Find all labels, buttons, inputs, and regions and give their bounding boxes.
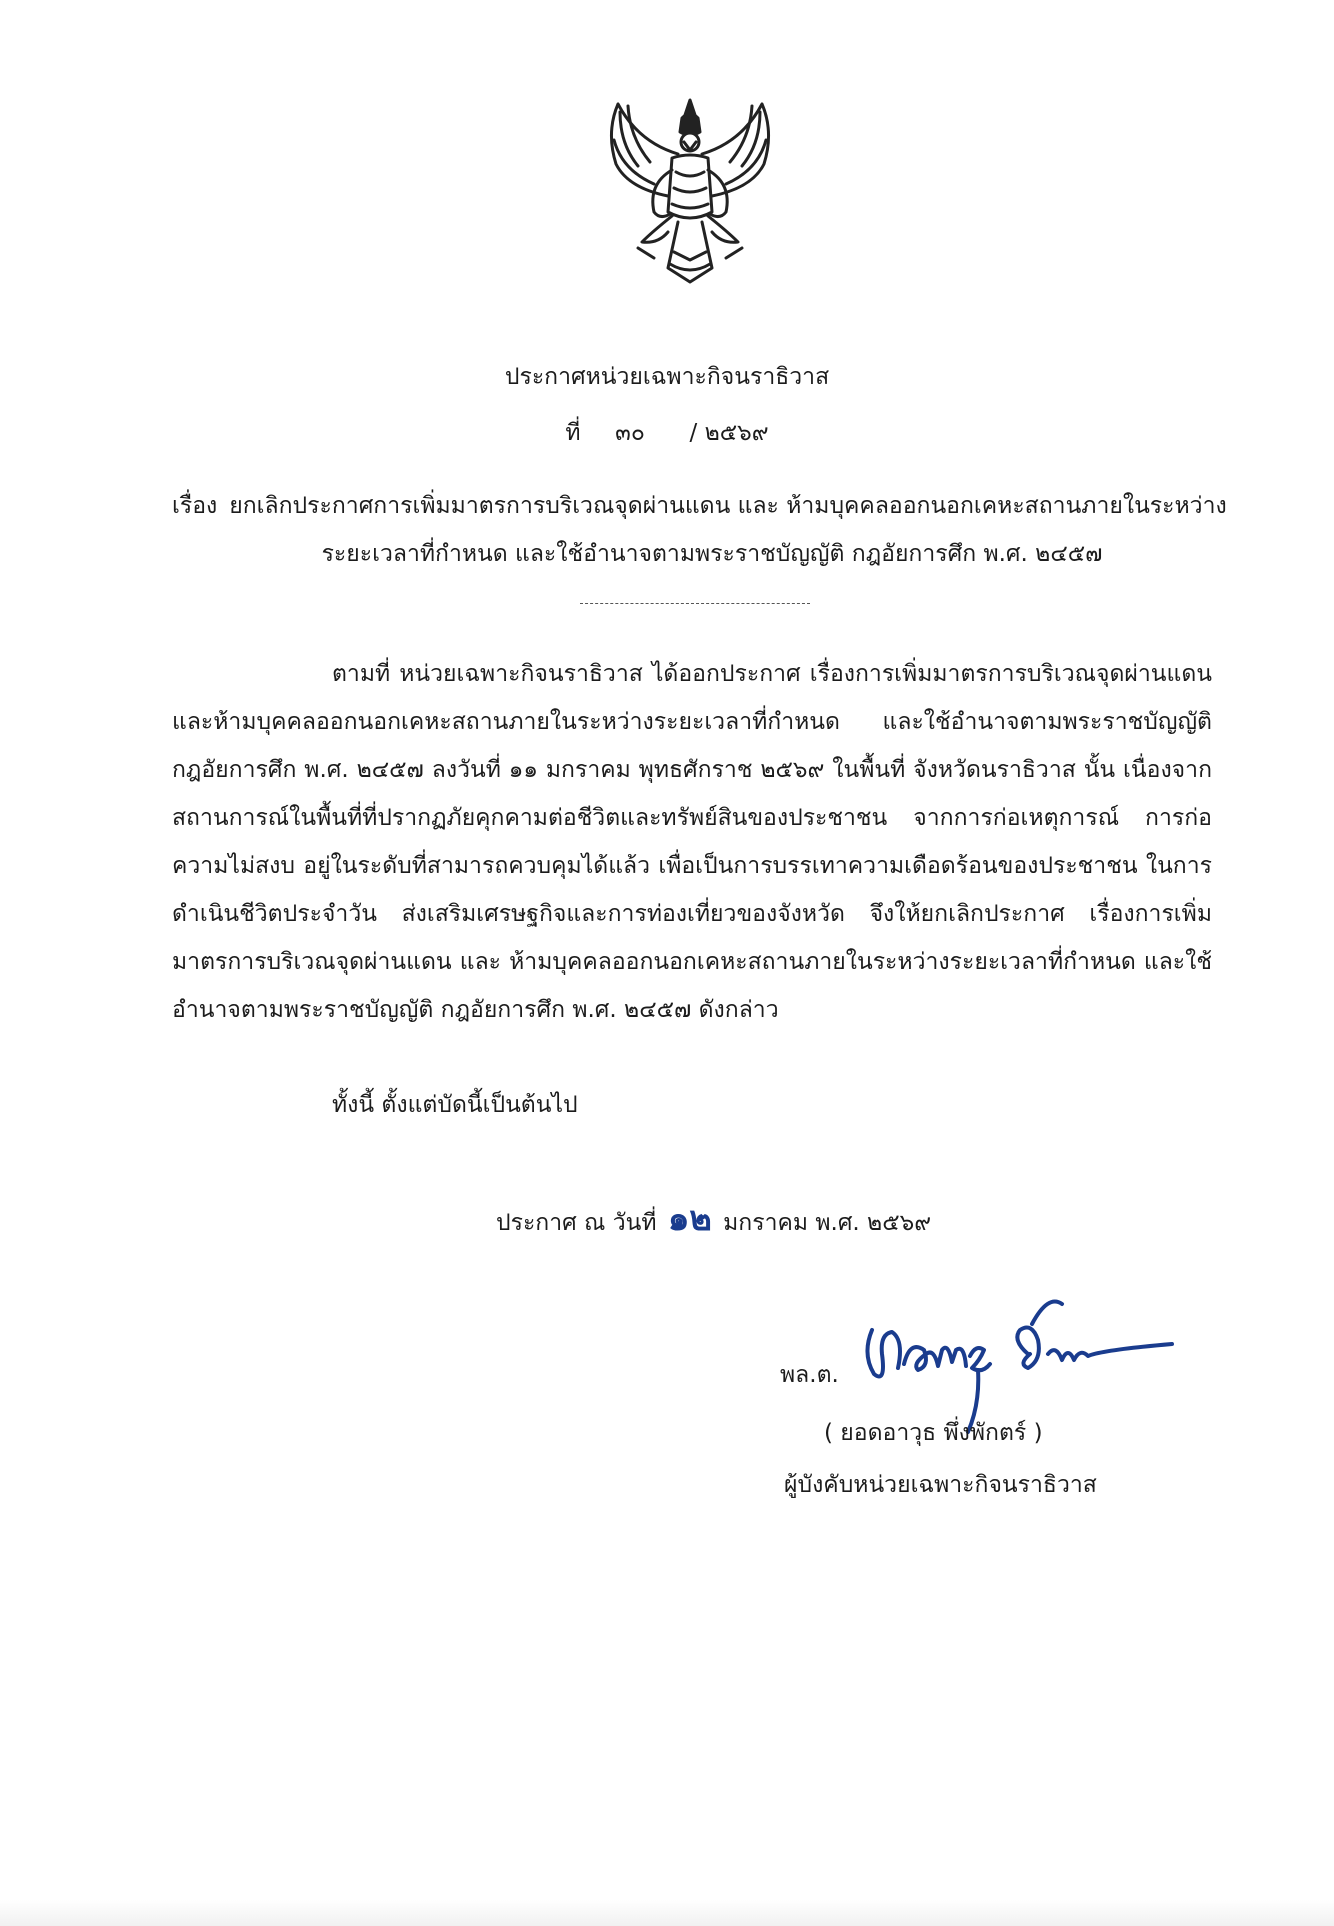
body-line: ดำเนินชีวิตประจำวัน ส่งเสริมเศรษฐกิจและการท่องเที่ยวของจังหวัด จึงให้ยกเลิกประกาศ เรื่องการเพิ่ม (172, 901, 1212, 927)
date-day-handwritten: ๑๒ (667, 1199, 712, 1239)
garuda-emblem-icon (598, 92, 782, 292)
issuer-title: ประกาศหน่วยเฉพาะกิจนราธิวาส (504, 364, 830, 390)
subject-label: เรื่อง (172, 493, 218, 519)
page-bottom-edge (0, 1900, 1334, 1926)
body-paragraph (172, 650, 1212, 1034)
announcement-number (0, 418, 1334, 448)
body-line: กฎอัยการศึก พ.ศ. ๒๔๕๗ ลงวันที่ ๑๑ มกราคม พุทธศักราช ๒๕๖๙ ในพื้นที่ จังหวัดนราธิวาส นั้น เนื่องจาก (172, 757, 1212, 783)
announcement-date (496, 1199, 932, 1239)
subject-line-1 (172, 482, 1227, 530)
body-line: อำนาจตามพระราชบัญญัติ กฎอัยการศึก พ.ศ. ๒๔๕๗ ดังกล่าว (172, 997, 779, 1023)
date-suffix: มกราคม พ.ศ. ๒๕๖๙ (723, 1210, 932, 1236)
closing-statement: ทั้งนี้ ตั้งแต่บัดนี้เป็นต้นไป (332, 1092, 578, 1118)
body-line: ตามที่ หน่วยเฉพาะกิจนราธิวาส ได้ออกประกาศ เรื่องการเพิ่มมาตรการบริเวณจุดผ่านแดน (332, 661, 1212, 687)
signer-rank: พล.ต. (780, 1362, 839, 1388)
subject-text-1: ยกเลิกประกาศการเพิ่มมาตรการบริเวณจุดผ่านแดน และ ห้ามบุคคลออกนอกเคหะสถานภายในระหว่าง (229, 493, 1227, 519)
number-year: / ๒๕๖๙ (689, 420, 769, 446)
body-line: มาตรการบริเวณจุดผ่านแดน และ ห้ามบุคคลออกนอกเคหะสถานภายในระหว่างระยะเวลาที่กำหนด และใช้ (172, 949, 1212, 975)
signer-name: ( ยอดอาวุธ พึ่งพักตร์ ) (824, 1420, 1043, 1446)
date-prefix: ประกาศ ณ วันที่ (496, 1210, 657, 1236)
body-line: ความไม่สงบ อยู่ในระดับที่สามารถควบคุมได้แล้ว เพื่อเป็นการบรรเทาความเดือดร้อนของประชาชน ในการ (172, 853, 1212, 879)
divider (580, 603, 810, 604)
signer-title: ผู้บังคับหน่วยเฉพาะกิจนราธิวาส (784, 1472, 1097, 1498)
subject-block (172, 482, 1227, 578)
subject-line-2: ระยะเวลาที่กำหนด และใช้อำนาจตามพระราชบัญญัติ กฎอัยการศึก พ.ศ. ๒๔๕๗ (321, 541, 1103, 567)
body-line: สถานการณ์ในพื้นที่ที่ปรากฏภัยคุกคามต่อชีวิตและทรัพย์สินของประชาชน จากการก่อเหตุการณ์ การก่อ (172, 805, 1212, 831)
number-prefix: ที่ (565, 420, 581, 446)
body-line: และห้ามบุคคลออกนอกเคหะสถานภายในระหว่างระยะเวลาที่กำหนด และใช้อำนาจตามพระราชบัญญัติ (172, 709, 1212, 735)
handwritten-signature-icon (852, 1284, 1182, 1434)
number-value: ๓๐ (615, 420, 645, 446)
